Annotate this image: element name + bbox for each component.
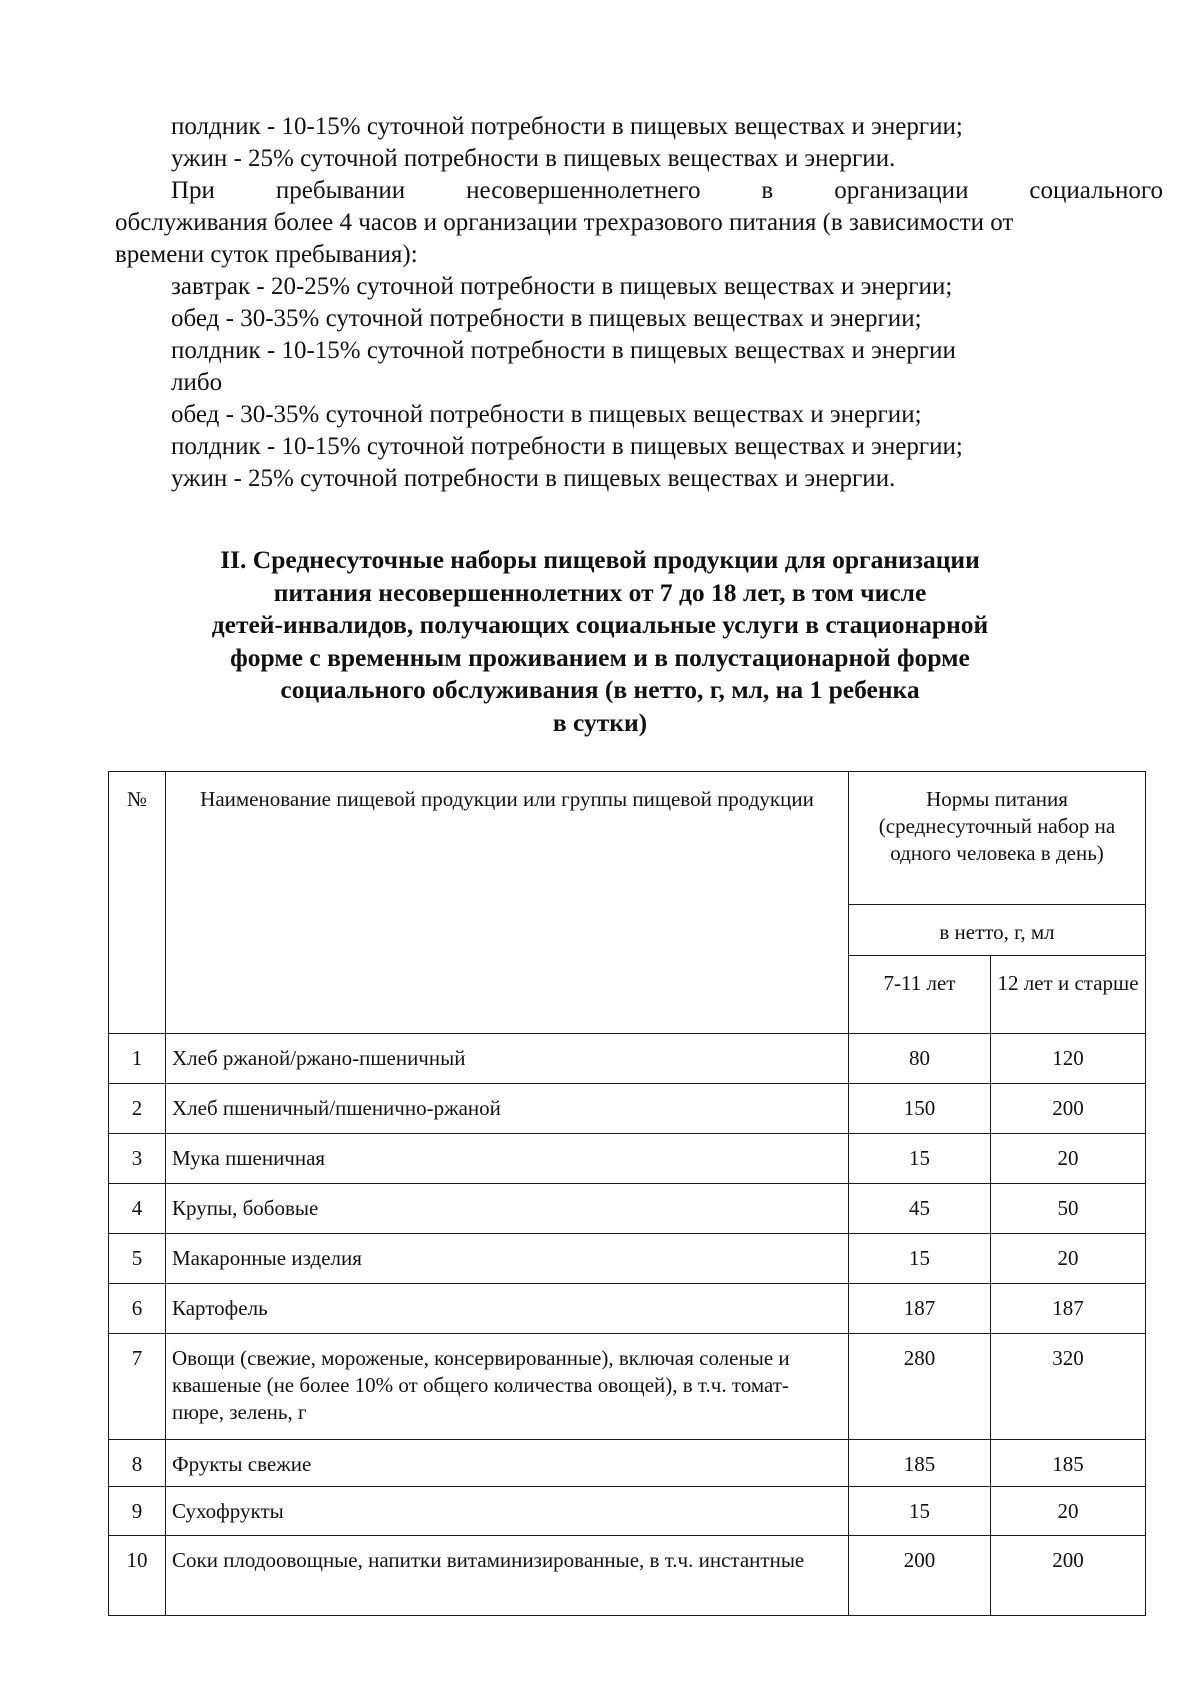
table-row <box>109 1440 1146 1487</box>
row-number: 2 <box>109 1084 166 1134</box>
row-product: Мука пшеничная <box>166 1134 849 1184</box>
paragraph-line: При пребывании несовершеннолетнего в организации социального <box>171 177 1163 204</box>
row-number: 1 <box>109 1034 166 1084</box>
paragraph-line: ужин - 25% суточной потребности в пищевых веществах и энергии. <box>171 145 896 172</box>
row-product: Сухофрукты <box>166 1487 849 1536</box>
paragraph-line: полдник - 10-15% суточной потребности в пищевых веществах и энергии <box>171 337 956 364</box>
row-value-7-11: 80 <box>849 1034 991 1084</box>
row-number: 4 <box>109 1184 166 1234</box>
table-row <box>109 1284 1146 1334</box>
paragraph-line: полдник - 10-15% суточной потребности в пищевых веществах и энергии; <box>171 113 963 140</box>
row-value-12-plus: 20 <box>991 1134 1146 1184</box>
header-unit: в нетто, г, мл <box>849 905 1146 956</box>
row-product: Соки плодоовощные, напитки витаминизированные, в т.ч. инстантные <box>166 1536 849 1616</box>
paragraph-line: ужин - 25% суточной потребности в пищевых веществах и энергии. <box>171 465 896 492</box>
section-heading <box>150 544 1050 740</box>
row-value-7-11: 200 <box>849 1536 991 1616</box>
table-row <box>109 1034 1146 1084</box>
header-age-7-11: 7-11 лет <box>849 956 991 1034</box>
row-number: 10 <box>109 1536 166 1616</box>
heading-line: социального обслуживания (в нетто, г, мл, на 1 ребенка <box>280 675 920 705</box>
paragraph-line: обслуживания более 4 часов и организации трехразового питания (в зависимости от <box>115 209 1014 236</box>
table-row <box>109 1487 1146 1536</box>
table-row <box>109 1184 1146 1234</box>
row-value-12-plus: 50 <box>991 1184 1146 1234</box>
row-value-7-11: 150 <box>849 1084 991 1134</box>
row-number: 8 <box>109 1440 166 1487</box>
row-value-7-11: 15 <box>849 1234 991 1284</box>
heading-line: в сутки) <box>552 707 648 737</box>
header-age-12-plus: 12 лет и старше <box>991 956 1146 1034</box>
row-number: 3 <box>109 1134 166 1184</box>
row-number: 9 <box>109 1487 166 1536</box>
row-value-12-plus: 185 <box>991 1440 1146 1487</box>
row-value-12-plus: 320 <box>991 1334 1146 1440</box>
heading-line: детей-инвалидов, получающих социальные услуги в стационарной <box>211 610 989 640</box>
table-row <box>109 1334 1146 1440</box>
paragraph-line: завтрак - 20-25% суточной потребности в пищевых веществах и энергии; <box>171 273 953 300</box>
row-value-12-plus: 200 <box>991 1084 1146 1134</box>
row-value-12-plus: 20 <box>991 1487 1146 1536</box>
food-norms-table <box>108 771 1146 1616</box>
table-row <box>109 1084 1146 1134</box>
row-product: Крупы, бобовые <box>166 1184 849 1234</box>
row-product: Фрукты свежие <box>166 1440 849 1487</box>
header-norms: Нормы питания (среднесуточный набор на одного человека в день) <box>849 772 1146 905</box>
row-product: Овощи (свежие, мороженые, консервированные), включая соленые и квашеные (не более 10% от общего количества овощей), в т.ч. томат-пюре, зелень, г <box>166 1334 849 1440</box>
row-value-7-11: 15 <box>849 1134 991 1184</box>
header-number: № <box>109 772 166 1034</box>
heading-line: II. Среднесуточные наборы пищевой продукции для организации <box>220 545 980 574</box>
paragraph-line: либо <box>171 369 223 396</box>
row-value-12-plus: 200 <box>991 1536 1146 1616</box>
paragraph-line: обед - 30-35% суточной потребности в пищевых веществах и энергии; <box>171 305 922 332</box>
row-value-12-plus: 20 <box>991 1234 1146 1284</box>
row-product: Макаронные изделия <box>166 1234 849 1284</box>
paragraph-line: времени суток пребывания): <box>115 241 418 268</box>
row-number: 6 <box>109 1284 166 1334</box>
paragraph-line: обед - 30-35% суточной потребности в пищевых веществах и энергии; <box>171 401 922 428</box>
row-product: Картофель <box>166 1284 849 1334</box>
intro-text <box>115 111 1163 495</box>
heading-line: питания несовершеннолетних от 7 до 18 лет, в том числе <box>273 577 927 607</box>
table-row <box>109 1234 1146 1284</box>
row-product: Хлеб пшеничный/пшенично-ржаной <box>166 1084 849 1134</box>
row-value-12-plus: 120 <box>991 1034 1146 1084</box>
row-number: 7 <box>109 1334 166 1440</box>
table-row <box>109 1134 1146 1184</box>
row-value-7-11: 185 <box>849 1440 991 1487</box>
row-value-7-11: 187 <box>849 1284 991 1334</box>
heading-line: форме с временным проживанием и в полустационарной форме <box>230 642 970 672</box>
row-product: Хлеб ржаной/ржано-пшеничный <box>166 1034 849 1084</box>
header-product-name: Наименование пищевой продукции или группы пищевой продукции <box>166 772 849 1034</box>
row-value-7-11: 15 <box>849 1487 991 1536</box>
row-value-7-11: 45 <box>849 1184 991 1234</box>
paragraph-line: полдник - 10-15% суточной потребности в пищевых веществах и энергии; <box>171 433 963 460</box>
table-row <box>109 1536 1146 1616</box>
row-value-7-11: 280 <box>849 1334 991 1440</box>
row-number: 5 <box>109 1234 166 1284</box>
row-value-12-plus: 187 <box>991 1284 1146 1334</box>
